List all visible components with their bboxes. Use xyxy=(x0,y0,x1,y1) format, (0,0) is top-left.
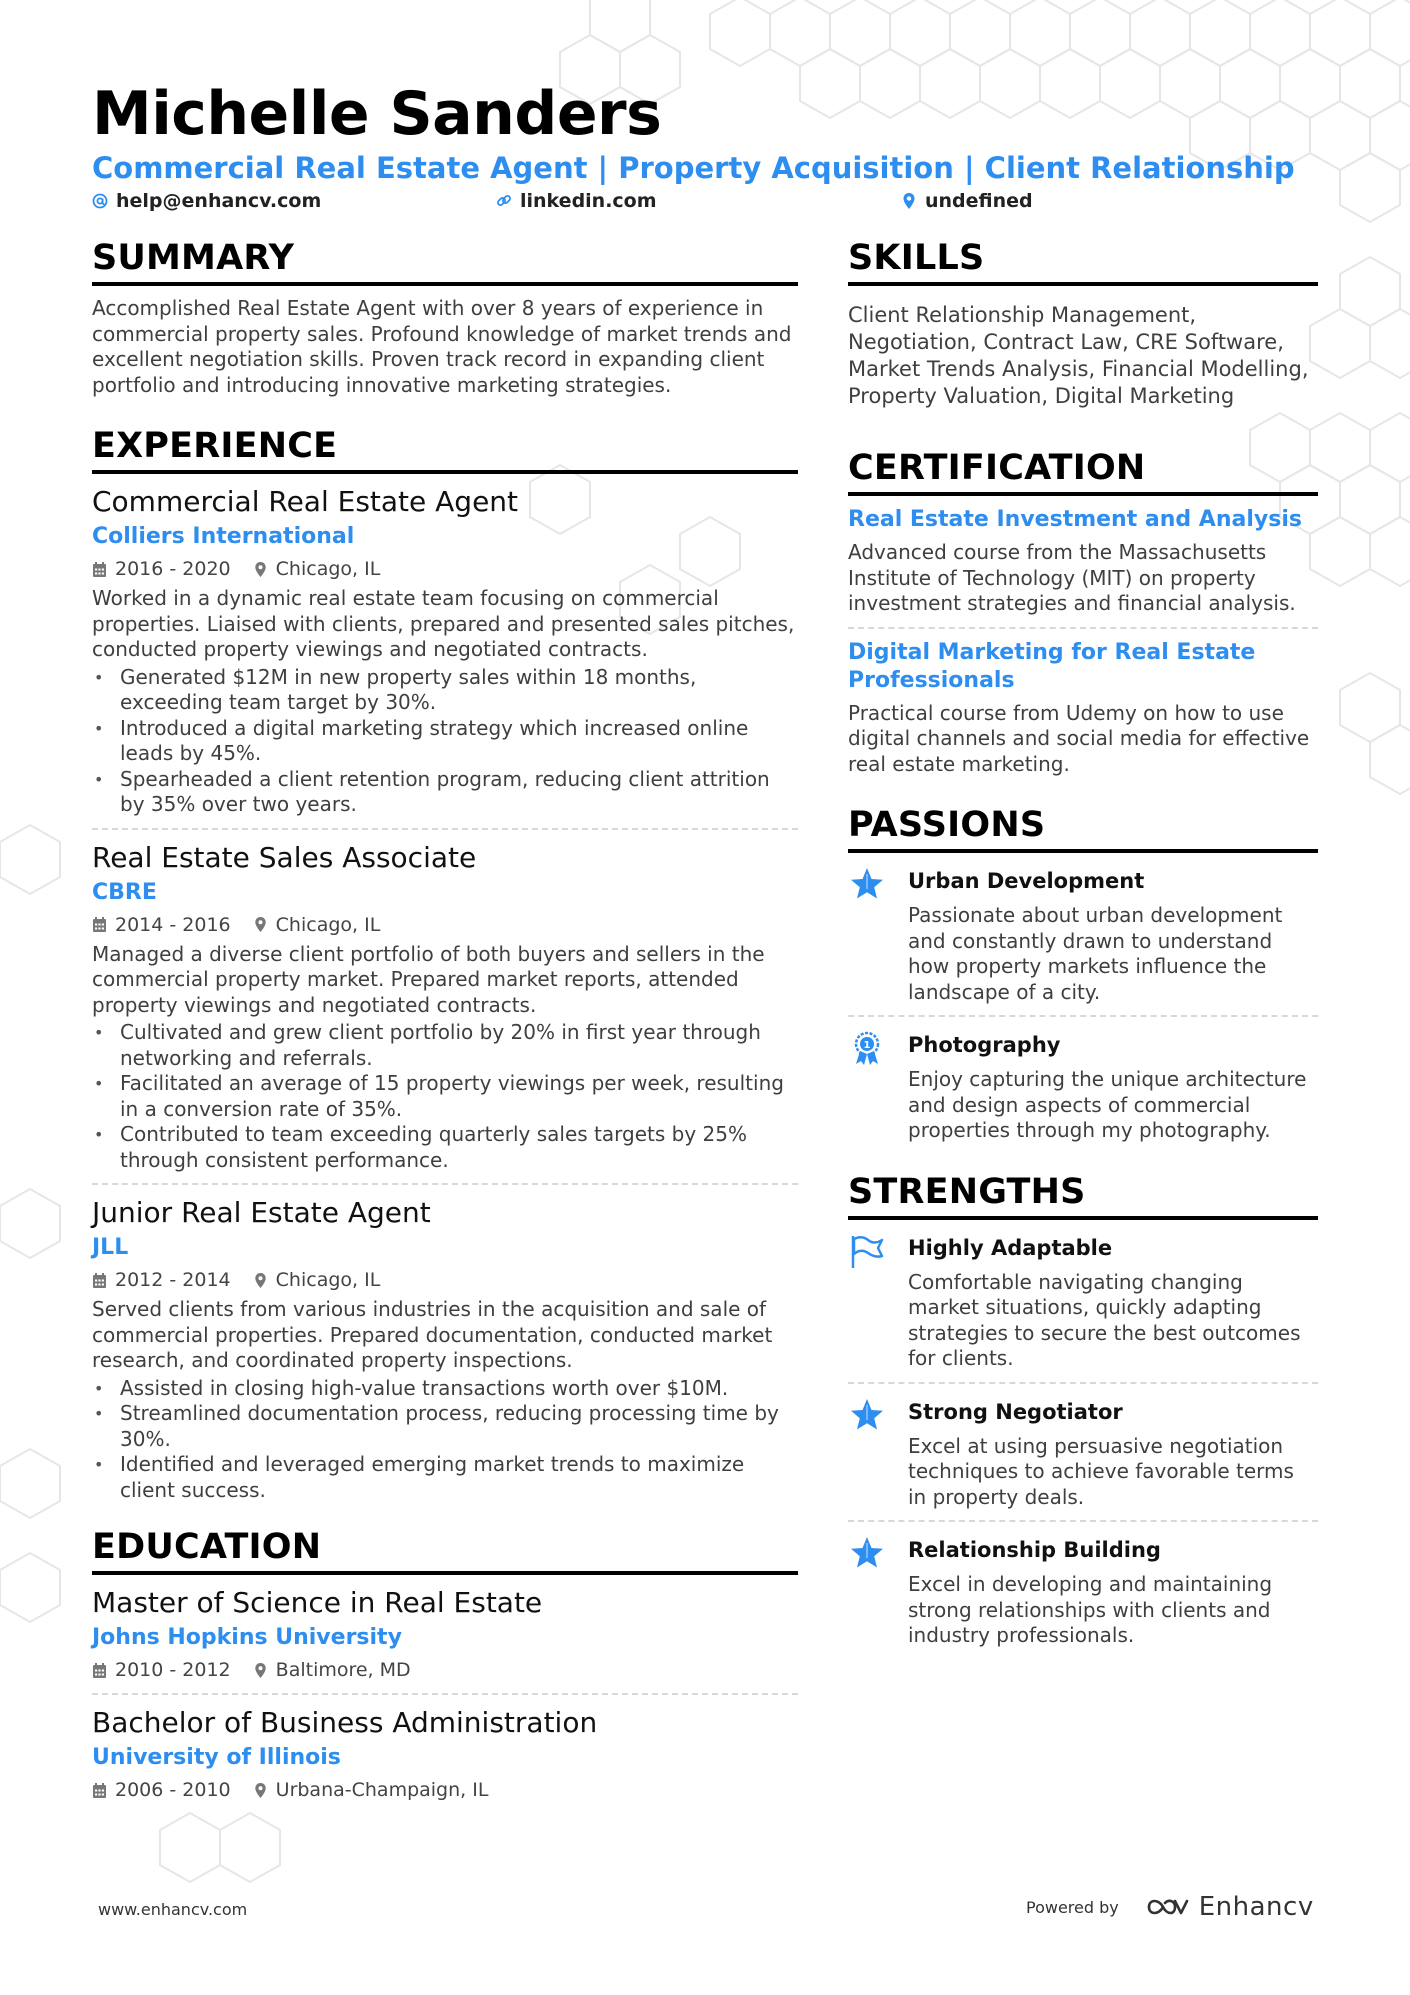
linkedin-text: linkedin.com xyxy=(520,190,657,212)
contact-email[interactable] xyxy=(92,190,321,212)
degree-title: Bachelor of Business Administration xyxy=(92,1706,598,1739)
location-pin-icon xyxy=(253,916,268,933)
skills-text: Client Relationship Management, Negotiation, Contract Law, CRE Software, Market Trends Analysis, Financial Modelling, Property Valuation, Digital Marketing xyxy=(848,303,1309,408)
enhancv-logo[interactable] xyxy=(1145,1892,1314,1922)
dates-text: 2010 - 2012 xyxy=(115,1659,231,1681)
date-range xyxy=(92,1657,231,1683)
school-location xyxy=(253,1657,411,1683)
achievement-item: • Contributed to team exceeding quarterly sales targets by 25% through consistent performance. xyxy=(92,1122,798,1173)
location-text: Chicago, IL xyxy=(275,913,381,936)
summary-text: Accomplished Real Estate Agent with over 8 years of experience in commercial property sales. Profound knowledge of market trends and excellent negotiation skills. Proven track record in expanding client portfolio and introducing innovative marketing strategies. xyxy=(92,296,792,397)
strength-entry xyxy=(848,1230,1318,1372)
contact-location xyxy=(901,190,1033,212)
achievement-item: • Introduced a digital marketing strategy which increased online leads by 45%. xyxy=(92,716,798,767)
entry-divider xyxy=(848,627,1318,629)
education-meta xyxy=(92,1657,798,1683)
summary-heading: SUMMARY xyxy=(92,236,798,286)
footer-branding xyxy=(1026,1892,1314,1922)
passion-entry xyxy=(848,863,1318,1005)
job-title: Junior Real Estate Agent xyxy=(92,1196,431,1229)
job-description: Managed a diverse client portfolio of both buyers and sellers in the commercial property market. Prepared market reports, attended property viewings and negotiated contracts. xyxy=(92,941,765,1017)
job-meta xyxy=(92,912,798,938)
location-text: Chicago, IL xyxy=(275,1269,381,1291)
location-text: Chicago, IL xyxy=(275,558,381,580)
job-title: Commercial Real Estate Agent xyxy=(92,485,519,518)
experience-entry xyxy=(92,1195,798,1503)
calendar-icon xyxy=(92,916,107,933)
achievement-list xyxy=(92,1020,798,1173)
company-name: JLL xyxy=(92,1235,129,1260)
entry-divider xyxy=(848,1015,1318,1017)
education-entry xyxy=(92,1705,798,1803)
calendar-icon xyxy=(92,1782,107,1799)
date-range xyxy=(92,1267,231,1293)
passion-title: Urban Development xyxy=(908,869,1145,893)
entry-divider xyxy=(92,1183,798,1185)
candidate-name: Michelle Sanders xyxy=(92,79,662,149)
location-pin-icon xyxy=(253,1272,268,1289)
strength-description: Comfortable navigating changing market situations, quickly adapting strategies to secure the best outcomes for clients. xyxy=(908,1269,1301,1370)
degree-title: Master of Science in Real Estate xyxy=(92,1586,543,1619)
entry-divider xyxy=(848,1382,1318,1384)
education-entry xyxy=(92,1585,798,1683)
certification-heading: CERTIFICATION xyxy=(848,446,1318,496)
star-icon xyxy=(848,1396,886,1434)
entry-divider xyxy=(848,1520,1318,1522)
dates-text: 2016 - 2020 xyxy=(115,558,231,580)
brand-name: Enhancv xyxy=(1198,1892,1314,1922)
date-range xyxy=(92,912,231,938)
calendar-icon xyxy=(92,561,107,578)
calendar-icon xyxy=(92,1662,107,1679)
certification-description: Advanced course from the Massachusetts Institute of Technology (MIT) on property investment strategies and financial analysis. xyxy=(848,540,1296,615)
strengths-heading: STRENGTHS xyxy=(848,1170,1318,1220)
skills-heading: SKILLS xyxy=(848,236,1318,286)
achievement-item: • Assisted in closing high-value transactions worth over $10M. xyxy=(92,1376,798,1402)
job-location xyxy=(253,1267,381,1293)
strength-entry xyxy=(848,1532,1318,1649)
achievement-item: • Spearheaded a client retention program, reducing client attrition by 35% over two years. xyxy=(92,767,798,818)
job-description: Served clients from various industries in the acquisition and sale of commercial properties. Prepared documentation, conducted market research, and coordinated property inspections. xyxy=(92,1297,773,1372)
certification-description: Practical course from Udemy on how to use digital channels and social media for effective real estate marketing. xyxy=(848,700,1310,776)
link-icon xyxy=(496,192,512,210)
dates-text: 2006 - 2010 xyxy=(115,1779,231,1801)
strength-description: Excel at using persuasive negotiation techniques to achieve favorable terms in property deals. xyxy=(908,1433,1294,1509)
email-text: help@enhancv.com xyxy=(116,190,322,212)
experience-entry xyxy=(92,484,798,818)
footer-website-link[interactable]: www.enhancv.com xyxy=(98,1900,248,1919)
left-column xyxy=(92,236,798,1807)
strength-title: Relationship Building xyxy=(908,1538,1161,1562)
at-sign-icon xyxy=(92,192,108,210)
entry-divider xyxy=(92,828,798,830)
school-name: Johns Hopkins University xyxy=(92,1625,402,1650)
company-name: CBRE xyxy=(92,879,157,905)
company-name: Colliers International xyxy=(92,524,355,549)
experience-entry xyxy=(92,840,798,1174)
achievement-item: • Cultivated and grew client portfolio by 20% in first year through networking and referrals. xyxy=(92,1020,798,1071)
dates-text: 2012 - 2014 xyxy=(115,1269,231,1291)
dates-text: 2014 - 2016 xyxy=(115,913,231,936)
strength-title: Strong Negotiator xyxy=(908,1399,1123,1424)
right-column xyxy=(848,236,1318,1649)
strength-title: Highly Adaptable xyxy=(908,1235,1113,1260)
certification-title: Real Estate Investment and Analysis xyxy=(848,507,1302,532)
location-pin-icon xyxy=(253,1662,268,1679)
flag-icon xyxy=(848,1232,886,1270)
passion-title: Photography xyxy=(908,1033,1061,1057)
achievement-item: • Generated $12M in new property sales within 18 months, exceeding team target by 30%. xyxy=(92,665,798,716)
job-location xyxy=(253,912,381,938)
award-ribbon-icon xyxy=(848,1029,886,1067)
passion-description: Enjoy capturing the unique architecture and design aspects of commercial properties through my photography. xyxy=(908,1067,1307,1142)
certification-title: Digital Marketing for Real Estate Professionals xyxy=(848,639,1256,693)
location-pin-icon xyxy=(253,1782,268,1799)
location-text: undefined xyxy=(925,190,1033,212)
enhancv-logo-icon xyxy=(1145,1893,1191,1921)
job-location xyxy=(253,556,381,582)
certification-entry xyxy=(848,639,1318,778)
date-range xyxy=(92,556,231,582)
job-meta xyxy=(92,1267,798,1293)
location-text: Urbana-Champaign, IL xyxy=(275,1779,489,1801)
svg-text:1: 1 xyxy=(863,1040,871,1051)
education-meta xyxy=(92,1777,798,1803)
experience-heading: EXPERIENCE xyxy=(92,424,798,474)
date-range xyxy=(92,1777,231,1803)
location-pin-icon xyxy=(253,561,268,578)
entry-divider xyxy=(92,1693,798,1695)
job-meta xyxy=(92,556,798,582)
education-heading: EDUCATION xyxy=(92,1525,798,1575)
location-pin-icon xyxy=(901,192,917,210)
passions-heading: PASSIONS xyxy=(848,803,1318,853)
star-icon xyxy=(848,865,886,903)
contact-bar xyxy=(92,190,1292,216)
calendar-icon xyxy=(92,1272,107,1289)
job-title: Real Estate Sales Associate xyxy=(92,840,477,874)
school-location xyxy=(253,1777,489,1803)
passion-description: Passionate about urban development and constantly drawn to understand how property markets influence the landscape of a city. xyxy=(908,903,1283,1004)
achievement-item: • Streamlined documentation process, reducing processing time by 30%. xyxy=(92,1401,798,1452)
candidate-headline: Commercial Real Estate Agent | Property Acquisition | Client Relationship xyxy=(92,151,1295,185)
achievement-item: • Facilitated an average of 15 property viewings per week, resulting in a conversion rate of 35%. xyxy=(92,1071,798,1122)
school-name: University of Illinois xyxy=(92,1745,341,1770)
job-description: Worked in a dynamic real estate team focusing on commercial properties. Liaised with clients, prepared and presented sales pitches, conducted property viewings and negotiated contracts. xyxy=(92,586,795,661)
achievement-list xyxy=(92,1376,798,1504)
star-icon xyxy=(848,1534,886,1572)
strength-description: Excel in developing and maintaining strong relationships with clients and industry professionals. xyxy=(908,1572,1273,1647)
certification-entry xyxy=(848,506,1318,617)
location-text: Baltimore, MD xyxy=(275,1659,411,1681)
passion-entry xyxy=(848,1027,1318,1144)
achievement-list xyxy=(92,665,798,818)
achievement-item: • Identified and leveraged emerging market trends to maximize client success. xyxy=(92,1452,798,1503)
contact-linkedin[interactable] xyxy=(496,190,657,212)
strength-entry xyxy=(848,1394,1318,1511)
powered-by-text: Powered by xyxy=(1026,1897,1119,1917)
